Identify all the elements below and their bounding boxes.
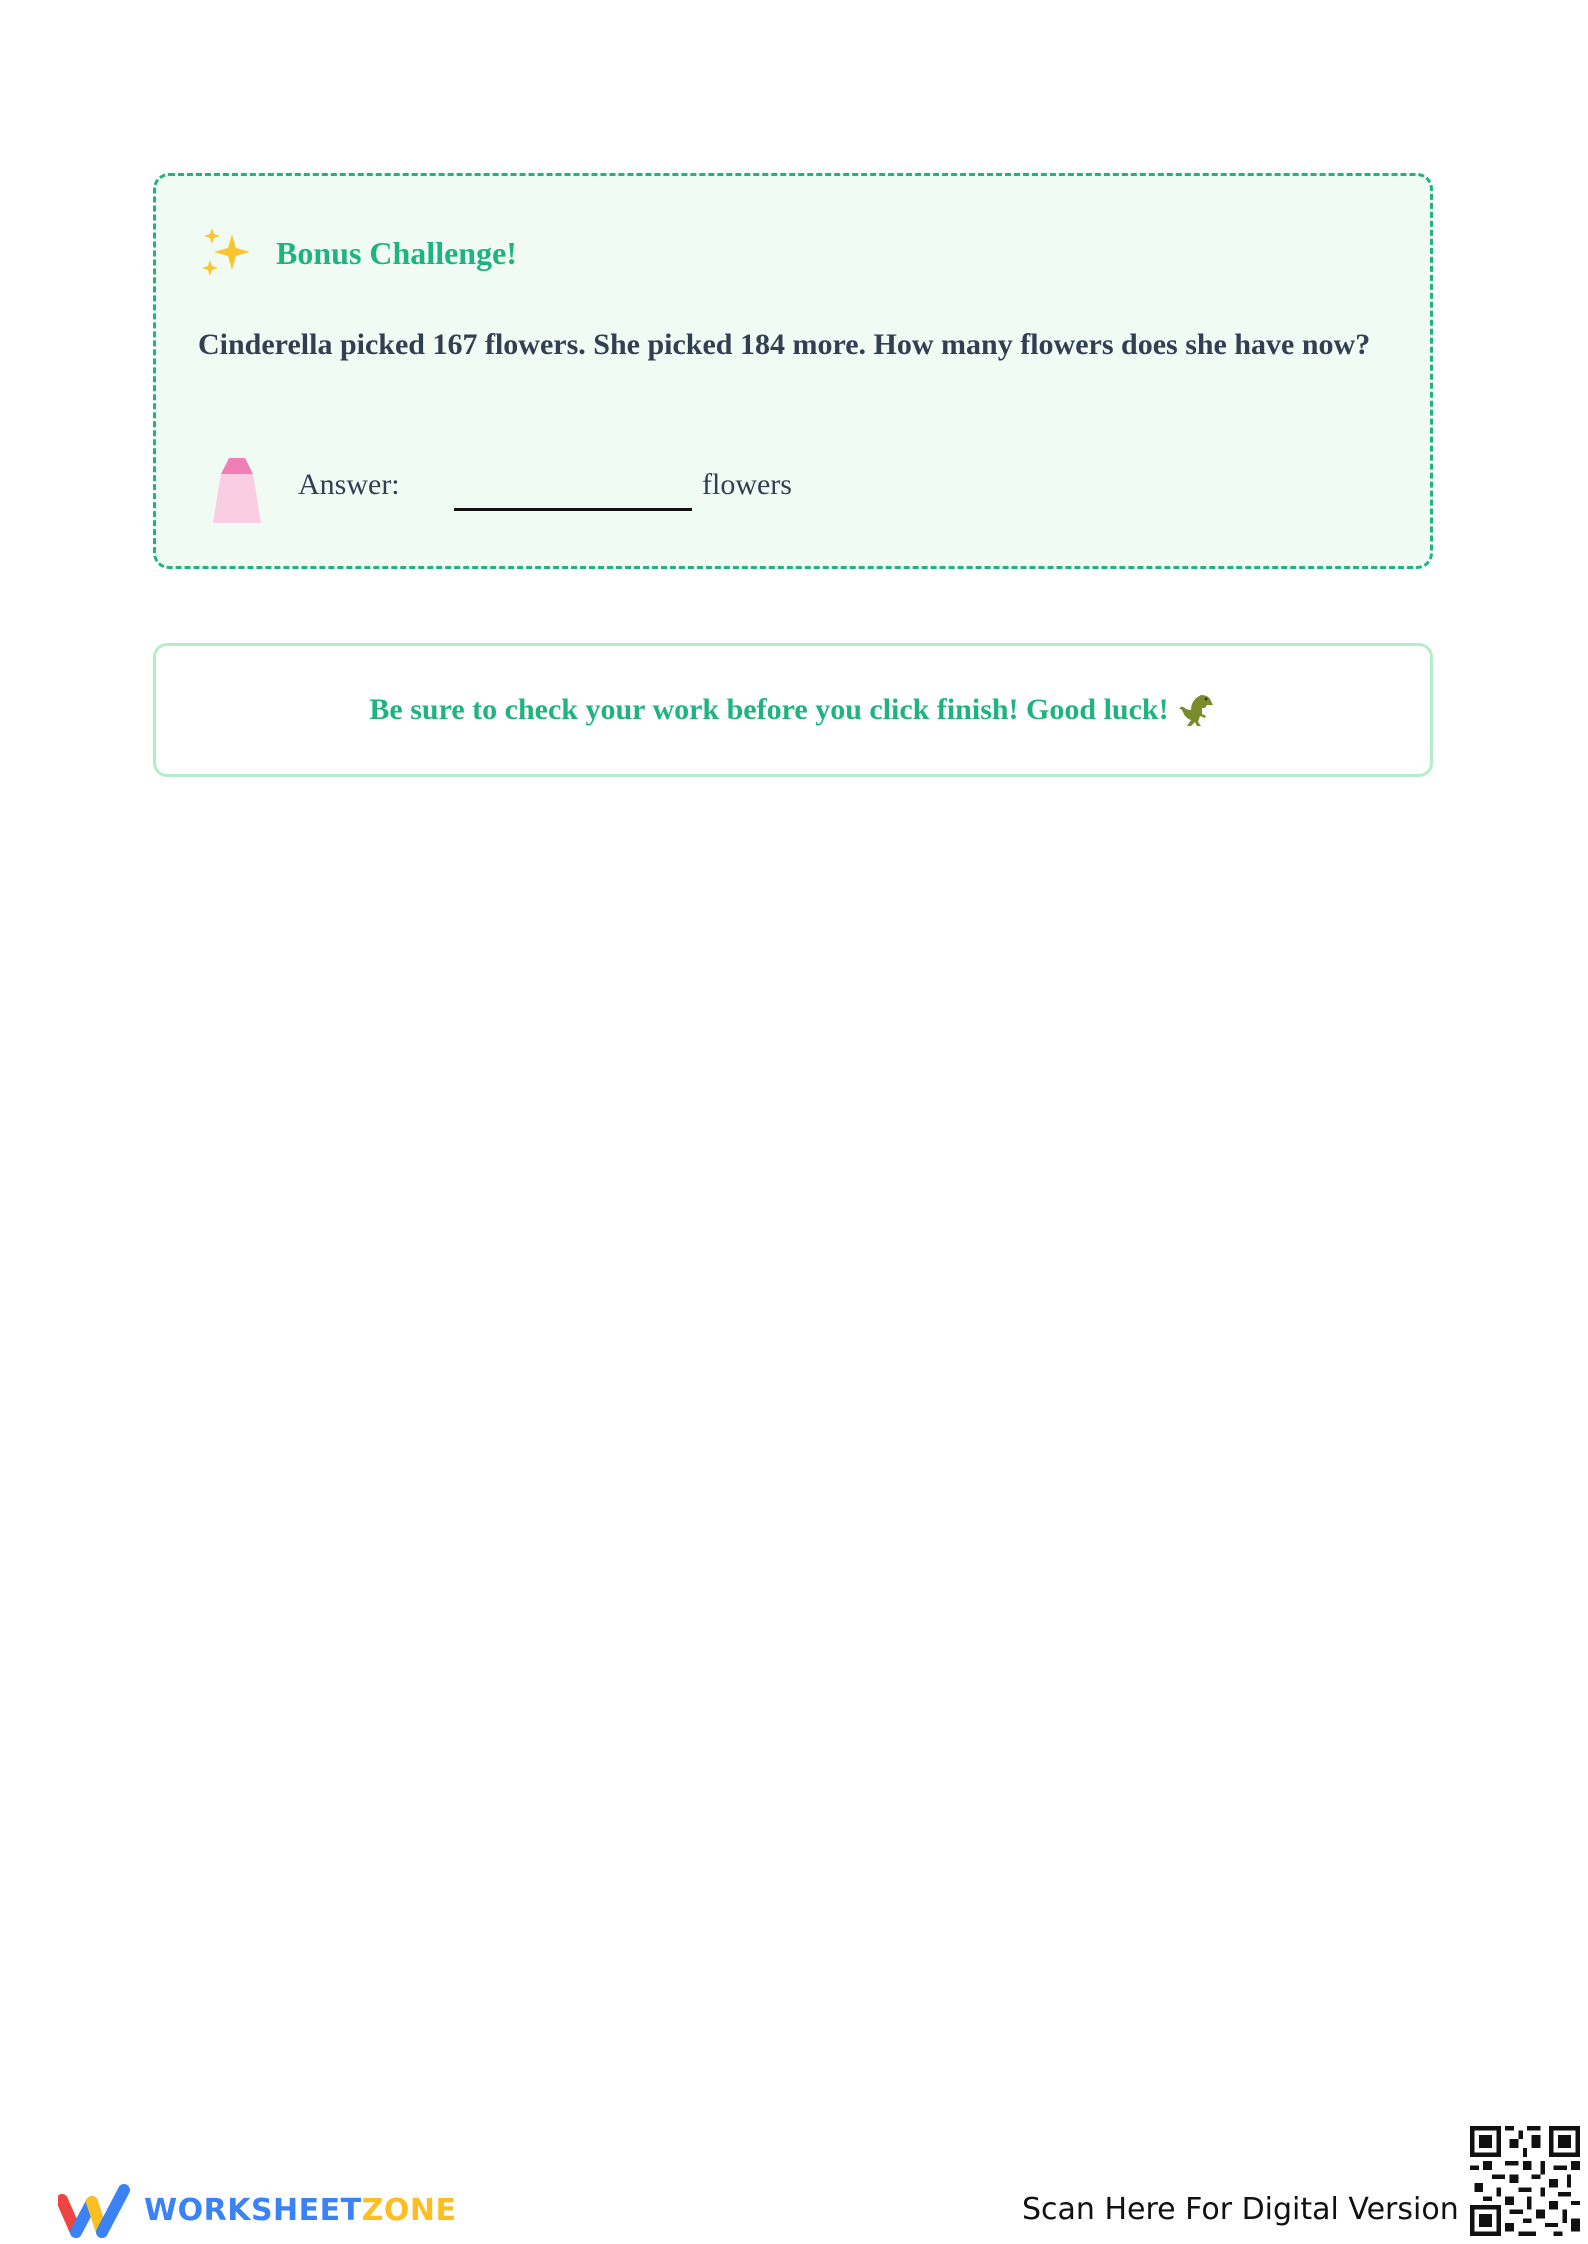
logo-text-zone: ZONE bbox=[361, 2192, 457, 2228]
dinosaur-icon bbox=[1179, 691, 1217, 729]
answer-unit: flowers bbox=[702, 468, 792, 501]
sparkle-icon bbox=[198, 224, 256, 282]
bonus-challenge-card bbox=[153, 173, 1433, 569]
pencil-icon bbox=[213, 458, 261, 523]
reminder-note bbox=[153, 643, 1433, 777]
logo-text bbox=[144, 2193, 456, 2228]
reminder-text: Be sure to check your work before you click finish! Good luck! bbox=[369, 693, 1169, 726]
question-text: Cinderella picked 167 flowers. She picked 184 more. How many flowers does she have now? bbox=[198, 328, 1371, 361]
scan-instruction: Scan Here For Digital Version bbox=[1022, 2192, 1459, 2227]
answer-blank[interactable] bbox=[454, 508, 692, 511]
answer-label: Answer: bbox=[298, 468, 400, 501]
bonus-title: Bonus Challenge! bbox=[276, 234, 517, 271]
answer-row bbox=[198, 458, 1098, 528]
qr-code[interactable] bbox=[1470, 2125, 1580, 2237]
bonus-header bbox=[198, 224, 517, 282]
logo-mark-icon bbox=[58, 2182, 132, 2238]
logo-text-worksheet: WORKSHEET bbox=[144, 2192, 362, 2228]
worksheetzone-logo[interactable] bbox=[58, 2182, 456, 2238]
